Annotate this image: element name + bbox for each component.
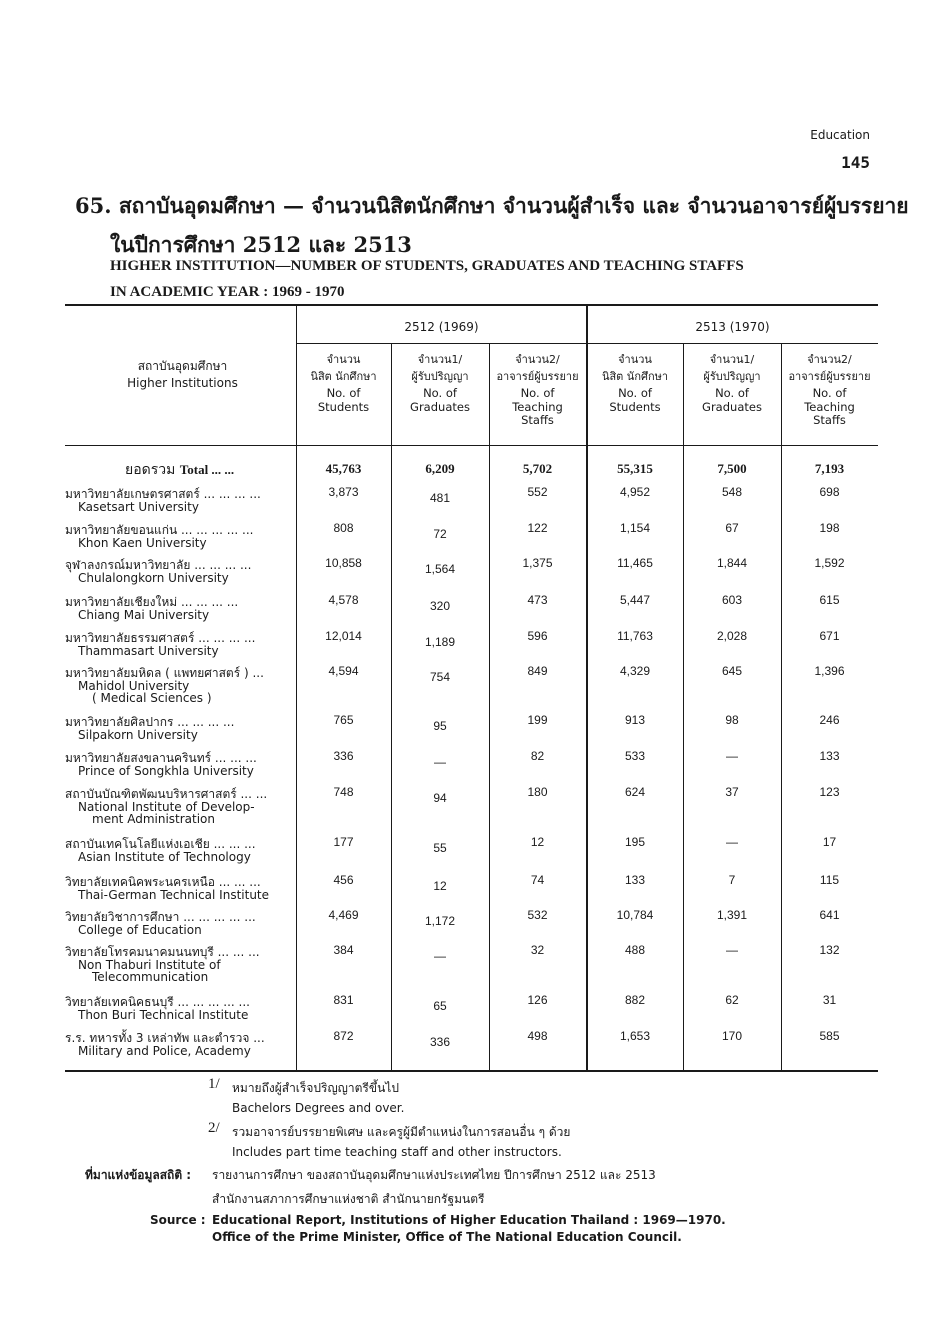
table-cell: 7: [728, 873, 736, 887]
table-cell: 882: [624, 993, 646, 1007]
table-cell: 831: [333, 993, 354, 1007]
institution-name-english: Telecommunication: [92, 970, 209, 984]
column-header-en1: No. of: [326, 386, 361, 400]
total-label-english: Total ... ...: [179, 462, 235, 477]
table-cell: 12: [433, 879, 447, 893]
column-header-th1: จำนวน1/: [417, 353, 463, 366]
table-cell: 2,028: [716, 629, 748, 643]
institution-name-english: Thon Buri Technical Institute: [78, 1008, 249, 1022]
table-cell: 123: [819, 785, 840, 799]
total-value: 7,193: [814, 461, 845, 476]
column-header-en3: Staffs: [521, 413, 554, 427]
institution-name-thai: วิทยาลัยวิชาการศึกษา ... ... ... ... ...: [65, 910, 256, 924]
table-cell: 641: [819, 908, 840, 922]
table-cell: 498: [527, 1029, 548, 1043]
institution-name-english: Chulalongkorn University: [78, 571, 229, 585]
institution-name-english: Chiang Mai University: [78, 608, 210, 622]
table-cell: 336: [333, 749, 354, 763]
table-cell: 115: [819, 873, 840, 887]
table-cell: 481: [429, 491, 451, 505]
source-thai-line2: สำนักงานสภาการศึกษาแห่งชาติ สำนักนายกรัฐมนตรี: [212, 1192, 485, 1206]
column-header-th1: จำนวน2/: [515, 353, 560, 366]
table-cell: 82: [530, 749, 545, 763]
institution-name-thai: ร.ร. ทหารทั้ง 3 เหล่าทัพ และตำรวจ ...: [65, 1031, 265, 1045]
column-header-en2: Students: [609, 399, 661, 414]
footnote1-english: Bachelors Degrees and over.: [232, 1101, 405, 1115]
institution-name-english: National Institute of Develop-: [78, 800, 255, 814]
footnote2-english: Includes part time teaching staff and other instructors.: [232, 1145, 562, 1159]
table-cell: 4,578: [328, 593, 359, 607]
table-cell: 11,763: [617, 629, 653, 643]
table-cell: 4,329: [619, 664, 651, 678]
total-value: 55,315: [617, 461, 653, 476]
column-header: [781, 353, 878, 428]
table-cell: 180: [527, 785, 548, 799]
table-cell: 32: [530, 943, 545, 957]
column-header-en1: No. of: [520, 386, 555, 400]
column-header-en2: Teaching: [512, 399, 563, 414]
institution-name-english: Prince of Songkhla University: [78, 764, 254, 778]
source-label-thai: ที่มาแห่งข้อมูลสถิติ :: [85, 1168, 192, 1182]
total-value: 6,209: [425, 461, 455, 476]
institution-name-thai: มหาวิทยาลัยมหิดล ( แพทยศาสตร์ ) ...: [65, 666, 264, 680]
table-cell: 98: [725, 713, 739, 727]
footnote1-thai: หมายถึงผู้สำเร็จปริญญาตรีขึ้นไป: [232, 1081, 399, 1095]
table-cell: 548: [721, 485, 743, 499]
source-thai-line1: รายงานการศึกษา ของสถาบันอุดมศึกษาแห่งประเทศไทย ปีการศึกษา 2512 และ 2513: [212, 1168, 656, 1182]
institution-name-thai: มหาวิทยาลัยขอนแก่น ... ... ... ... ...: [65, 523, 254, 537]
column-header: [296, 353, 391, 414]
table-cell: 808: [333, 521, 354, 535]
table-cell: 488: [624, 943, 646, 957]
column-header-en1: No. of: [618, 386, 652, 400]
institution-name-english: Thammasart University: [78, 644, 219, 658]
stub-header-english: Higher Institutions: [127, 376, 238, 390]
table-cell: 246: [819, 713, 840, 727]
table-cell: 4,469: [328, 908, 359, 922]
table-cell: 195: [624, 835, 646, 849]
table-cell: 1,391: [716, 908, 748, 922]
total-label: [125, 459, 234, 481]
table-cell: 754: [429, 670, 451, 684]
column-header: [683, 353, 781, 414]
table-cell: 12,014: [325, 629, 362, 643]
table-cell: 17: [822, 835, 837, 849]
table-cell: 765: [333, 713, 354, 727]
column-header-th2: อาจารย์ผู้บรรยาย: [788, 369, 871, 383]
year-header-2513: 2513 (1970): [695, 320, 770, 334]
table-cell: 624: [624, 785, 646, 799]
column-header-en1: No. of: [715, 386, 749, 400]
column-header-en2: Graduates: [702, 399, 762, 414]
institution-name-english: Military and Police, Academy: [78, 1044, 251, 1058]
table-cell: 4,952: [619, 485, 651, 499]
table-cell: 456: [333, 873, 354, 887]
institution-name-thai: มหาวิทยาลัยเชียงใหม่ ... ... ... ...: [65, 595, 239, 609]
table-cell: 552: [527, 485, 548, 499]
table-cell: 1,592: [814, 556, 845, 570]
stub-header: [70, 358, 295, 392]
table-cell: 10,784: [616, 908, 654, 922]
title-thai-text: สถาบันอุดมศึกษา — จำนวนนิสิตนักศึกษา จำนวนผู้สำเร็จ และ จำนวนอาจารย์ผู้บรรยาย: [118, 193, 909, 218]
column-header-th2: นิสิต นักศึกษา: [310, 369, 377, 383]
institution-name-thai: มหาวิทยาลัยธรรมศาสตร์ ... ... ... ...: [65, 631, 256, 645]
institution-name-english: ( Medical Sciences ): [92, 691, 212, 705]
table-cell: 1,653: [619, 1029, 651, 1043]
table-cell: 603: [721, 593, 743, 607]
table-cell: 122: [527, 521, 548, 535]
table-cell: 37: [725, 785, 739, 799]
table-cell: 872: [333, 1029, 354, 1043]
institution-name-english: College of Education: [78, 923, 202, 937]
table-cell: 65: [433, 999, 447, 1013]
table-cell: —: [434, 949, 446, 963]
column-header-th1: จำนวน1/: [709, 353, 755, 366]
table-cell: —: [726, 749, 738, 763]
table-cell: 748: [333, 785, 354, 799]
table-cell: 132: [819, 943, 840, 957]
table-cell: 671: [819, 629, 840, 643]
column-header-th1: จำนวน: [618, 353, 652, 366]
column-header-th2: อาจารย์ผู้บรรยาย: [496, 369, 579, 383]
source-english-line1: Educational Report, Institutions of Higher Education Thailand : 1969—1970.: [212, 1213, 726, 1227]
table-cell: 72: [433, 527, 447, 541]
table-cell: 532: [527, 908, 548, 922]
table-cell: 10,858: [325, 556, 362, 570]
table-cell: 384: [333, 943, 354, 957]
total-value: 45,763: [325, 461, 362, 476]
title-english-line1: HIGHER INSTITUTION—NUMBER OF STUDENTS, GRADUATES AND TEACHING STAFFS: [110, 258, 744, 274]
table-cell: 198: [819, 521, 840, 535]
source-english-line2: Office of the Prime Minister, Office of The National Education Council.: [212, 1230, 682, 1244]
table-cell: 1,154: [619, 521, 651, 535]
table-cell: 55: [433, 841, 447, 855]
table-cell: 95: [433, 719, 447, 733]
column-header-th2: นิสิต นักศึกษา: [601, 369, 669, 383]
table-cell: —: [726, 943, 738, 957]
table-cell: 199: [527, 713, 548, 727]
institution-name-thai: วิทยาลัยโทรคมนาคมนนทบุรี ... ... ...: [65, 945, 260, 959]
title-thai-line2: ในปีการศึกษา 2512 และ 2513: [110, 232, 412, 257]
table-cell: 1,844: [716, 556, 748, 570]
institution-name-thai: จุฬาลงกรณ์มหาวิทยาลัย ... ... ... ...: [65, 558, 252, 572]
header-bottom-rule: [65, 445, 878, 446]
stub-header-thai: สถาบันอุดมศึกษา: [137, 359, 228, 373]
column-header-en1: No. of: [812, 386, 847, 400]
institution-name-thai: สถาบันบัณฑิตพัฒนบริหารศาสตร์ ... ...: [65, 787, 268, 801]
institution-name-thai: สถาบันเทคโนโลยีแห่งเอเชีย ... ... ...: [65, 837, 256, 851]
column-header-th2: ผู้รับปริญญา: [703, 369, 761, 383]
table-cell: 615: [819, 593, 840, 607]
table-cell: 1,172: [424, 914, 456, 928]
year-header-2512: 2512 (1969): [404, 320, 479, 334]
col-divider: [781, 343, 782, 1070]
table-cell: 585: [819, 1029, 840, 1043]
col-divider: [489, 343, 490, 1070]
institution-name-thai: วิทยาลัยเทคนิคพระนครเหนือ ... ... ...: [65, 875, 261, 889]
table-cell: 473: [527, 593, 548, 607]
source-label-english: Source :: [150, 1213, 206, 1227]
footnote1-mark: 1/: [208, 1076, 220, 1092]
title-english-line2: IN ACADEMIC YEAR : 1969 - 1970: [110, 284, 345, 300]
total-value: 7,500: [717, 461, 747, 476]
table-cell: 67: [725, 521, 739, 535]
table-number: 65.: [75, 193, 112, 218]
table-cell: 1,189: [424, 635, 456, 649]
total-value: 5,702: [522, 461, 553, 476]
table-cell: —: [434, 755, 446, 769]
table-bottom-rule: [65, 1070, 878, 1072]
column-header-en3: Staffs: [813, 413, 846, 427]
table-cell: 1,375: [522, 556, 553, 570]
table-cell: 320: [429, 599, 451, 613]
table-cell: 698: [819, 485, 840, 499]
institution-name-thai: วิทยาลัยเทคนิคธนบุรี ... ... ... ... ...: [65, 995, 250, 1009]
table-cell: 177: [333, 835, 354, 849]
table-cell: 596: [527, 629, 548, 643]
table-cell: —: [726, 835, 738, 849]
column-header: [587, 353, 683, 414]
table-top-rule: [65, 304, 878, 306]
column-header-en2: Students: [317, 399, 370, 414]
institution-name-thai: มหาวิทยาลัยศิลปากร ... ... ... ...: [65, 715, 235, 729]
title-thai-line1: [75, 190, 909, 223]
footnote2-mark: 2/: [208, 1120, 220, 1136]
column-header-th1: จำนวน2/: [807, 353, 852, 366]
col-divider: [683, 343, 684, 1070]
table-cell: 1,564: [424, 562, 456, 576]
institution-name-english: Thai-German Technical Institute: [78, 888, 270, 902]
table-cell: 11,465: [617, 556, 653, 570]
column-header-en1: No. of: [423, 386, 457, 400]
table-cell: 62: [725, 993, 739, 1007]
column-header-en2: Teaching: [804, 399, 855, 414]
table-cell: 849: [527, 664, 548, 678]
institution-name-english: Khon Kaen University: [78, 536, 207, 550]
institution-name-english: Kasetsart University: [78, 500, 199, 514]
table-cell: 133: [819, 749, 840, 763]
table-cell: 913: [624, 713, 646, 727]
column-header: [391, 353, 489, 414]
footnote2-thai: รวมอาจารย์บรรยายพิเศษ และครูผู้มีตำแหน่งในการสอนอื่น ๆ ด้วย: [232, 1125, 571, 1139]
table-cell: 533: [624, 749, 646, 763]
table-cell: 336: [429, 1035, 451, 1049]
table-cell: 126: [527, 993, 548, 1007]
table-cell: 94: [433, 791, 447, 805]
table-cell: 3,873: [328, 485, 359, 499]
table-cell: 170: [721, 1029, 743, 1043]
column-header-th2: ผู้รับปริญญา: [411, 369, 469, 383]
institution-name-english: Asian Institute of Technology: [78, 850, 251, 864]
page-number: 145: [841, 153, 870, 172]
table-cell: 74: [530, 873, 545, 887]
column-header: [489, 353, 586, 428]
institution-name-english: Mahidol University: [78, 679, 190, 693]
table-cell: 12: [530, 835, 545, 849]
table-cell: 5,447: [619, 593, 651, 607]
table-cell: 645: [721, 664, 743, 678]
total-label-thai: ยอดรวม: [125, 462, 176, 478]
institution-name-english: Silpakorn University: [78, 728, 198, 742]
column-header-en2: Graduates: [410, 399, 470, 414]
table-cell: 133: [624, 873, 646, 887]
table-cell: 4,594: [328, 664, 359, 678]
table-cell: 31: [822, 993, 837, 1007]
institution-name-english: ment Administration: [92, 812, 216, 826]
institution-name-thai: มหาวิทยาลัยสงขลานครินทร์ ... ... ...: [65, 751, 257, 765]
institution-name-english: Non Thaburi Institute of: [78, 958, 221, 972]
column-header-th1: จำนวน: [326, 353, 361, 366]
institution-name-thai: มหาวิทยาลัยเกษตรศาสตร์ ... ... ... ...: [65, 487, 261, 501]
section-label: Education: [810, 128, 870, 142]
table-cell: 1,396: [814, 664, 845, 678]
